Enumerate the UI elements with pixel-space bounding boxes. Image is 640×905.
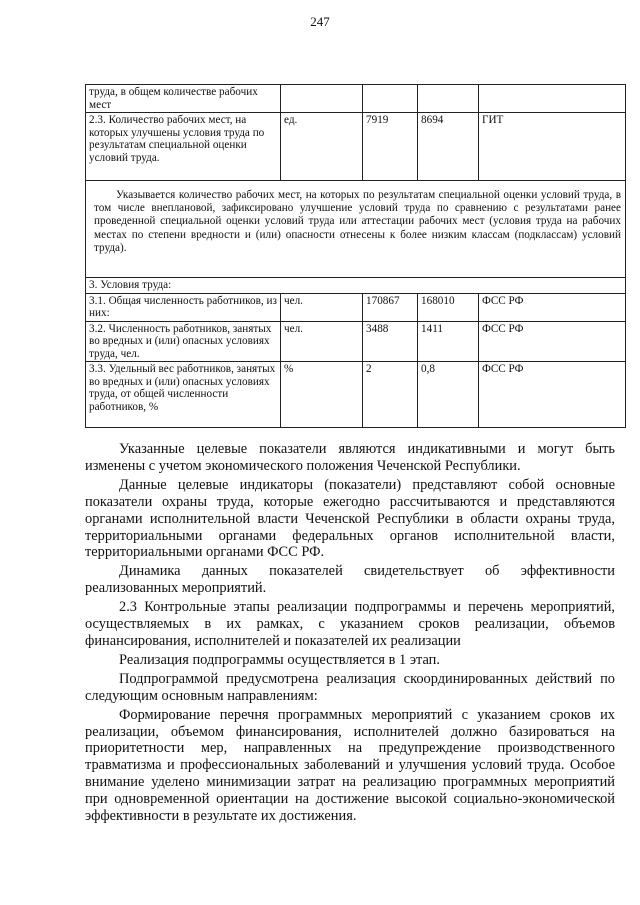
indicators-table bbox=[85, 84, 626, 428]
page-number: 247 bbox=[310, 14, 330, 29]
paragraph: Указанные целевые показатели являются индикативными и могут быть изменены с учетом экономического положения Чеченской Республики. bbox=[85, 441, 615, 474]
table-cell: 3.3. Удельный вес работников, занятых во вредных и (или) опасных условиях труда, от общей численности работников, % bbox=[86, 362, 281, 428]
table-cell: труда, в общем количестве рабочих мест bbox=[86, 85, 281, 113]
table-cell: ГИТ bbox=[479, 113, 626, 181]
table-cell: 170867 bbox=[363, 293, 418, 321]
table-cell: ед. bbox=[281, 113, 363, 181]
table-cell bbox=[479, 85, 626, 113]
table-cell: ФСС РФ bbox=[479, 321, 626, 362]
table-cell: 0,8 bbox=[418, 362, 479, 428]
table-cell: 3488 bbox=[363, 321, 418, 362]
table-row bbox=[86, 321, 626, 362]
section-heading: 2.3 Контрольные этапы реализации подпрограммы и перечень мероприятий, осуществляемых в их рамках, с указанием сроков реализации, объемов финансирования, исполнителей и показателей их реализации bbox=[85, 599, 615, 649]
table-cell: ФСС РФ bbox=[479, 293, 626, 321]
table-cell: чел. bbox=[281, 321, 363, 362]
table-cell: 8694 bbox=[418, 113, 479, 181]
table-cell: 3.1. Общая численность работников, из них: bbox=[86, 293, 281, 321]
table-section-heading: 3. Условия труда: bbox=[86, 278, 626, 294]
table-cell: 168010 bbox=[418, 293, 479, 321]
table-note: Указывается количество рабочих мест, на которых по результатам специальной оценки условий труда, в том числе внеплановой, зафиксировано улучшение условий труда по сравнению с результатами ранее проведенной специальной оценки условий труда или аттестации рабочих мест (условия труда на рабочих местах по степени вредности и (или) опасности отнесены к более низким классам (подклассам) условий труда). bbox=[86, 181, 626, 278]
table-row bbox=[86, 362, 626, 428]
paragraph: Динамика данных показателей свидетельствует об эффективности реализованных мероприятий. bbox=[85, 563, 615, 597]
table-row bbox=[86, 293, 626, 321]
paragraph: Подпрограммой предусмотрена реализация скоординированных действий по следующим основным направлениям: bbox=[85, 670, 615, 704]
paragraph: Реализация подпрограммы осуществляется в 1 этап. bbox=[119, 651, 440, 668]
table-cell: 2.3. Количество рабочих мест, на которых улучшены условия труда по результатам специальной оценки условий труда. bbox=[86, 113, 281, 181]
table-row bbox=[86, 85, 626, 113]
table-section-row bbox=[86, 278, 626, 294]
table-note-row bbox=[86, 181, 626, 278]
table-cell: 2 bbox=[363, 362, 418, 428]
body-text bbox=[85, 441, 615, 825]
table-cell: 7919 bbox=[363, 113, 418, 181]
table-cell: 1411 bbox=[418, 321, 479, 362]
table-cell: ФСС РФ bbox=[479, 362, 626, 428]
table-cell bbox=[281, 85, 363, 113]
table-cell: 3.2. Численность работников, занятых во вредных и (или) опасных условиях труда, чел. bbox=[86, 321, 281, 362]
paragraph: Данные целевые индикаторы (показатели) представляют собой основные показатели охраны труда, которые ежегодно рассчитываются и представляются органами исполнительной власти Чеченской Республики в области охраны труда, территориальными органами федеральных органов исполнительной власти, территориальными органами ФСС РФ. bbox=[85, 476, 615, 561]
table-cell bbox=[363, 85, 418, 113]
paragraph: Формирование перечня программных мероприятий с указанием сроков их реализации, объемом финансирования, исполнителей должно базироваться на приоритетности мер, направленных на предупреждение производственного травматизма и профессиональных заболеваний и улучшения условий труда. Особое внимание уделено минимизации затрат на реализацию программных мероприятий при одновременной ориентации на достижение высокой социально-экономической эффективности в результате их достижения. bbox=[85, 706, 615, 825]
table-row bbox=[86, 113, 626, 181]
table-cell bbox=[418, 85, 479, 113]
table-cell: % bbox=[281, 362, 363, 428]
table-cell: чел. bbox=[281, 293, 363, 321]
